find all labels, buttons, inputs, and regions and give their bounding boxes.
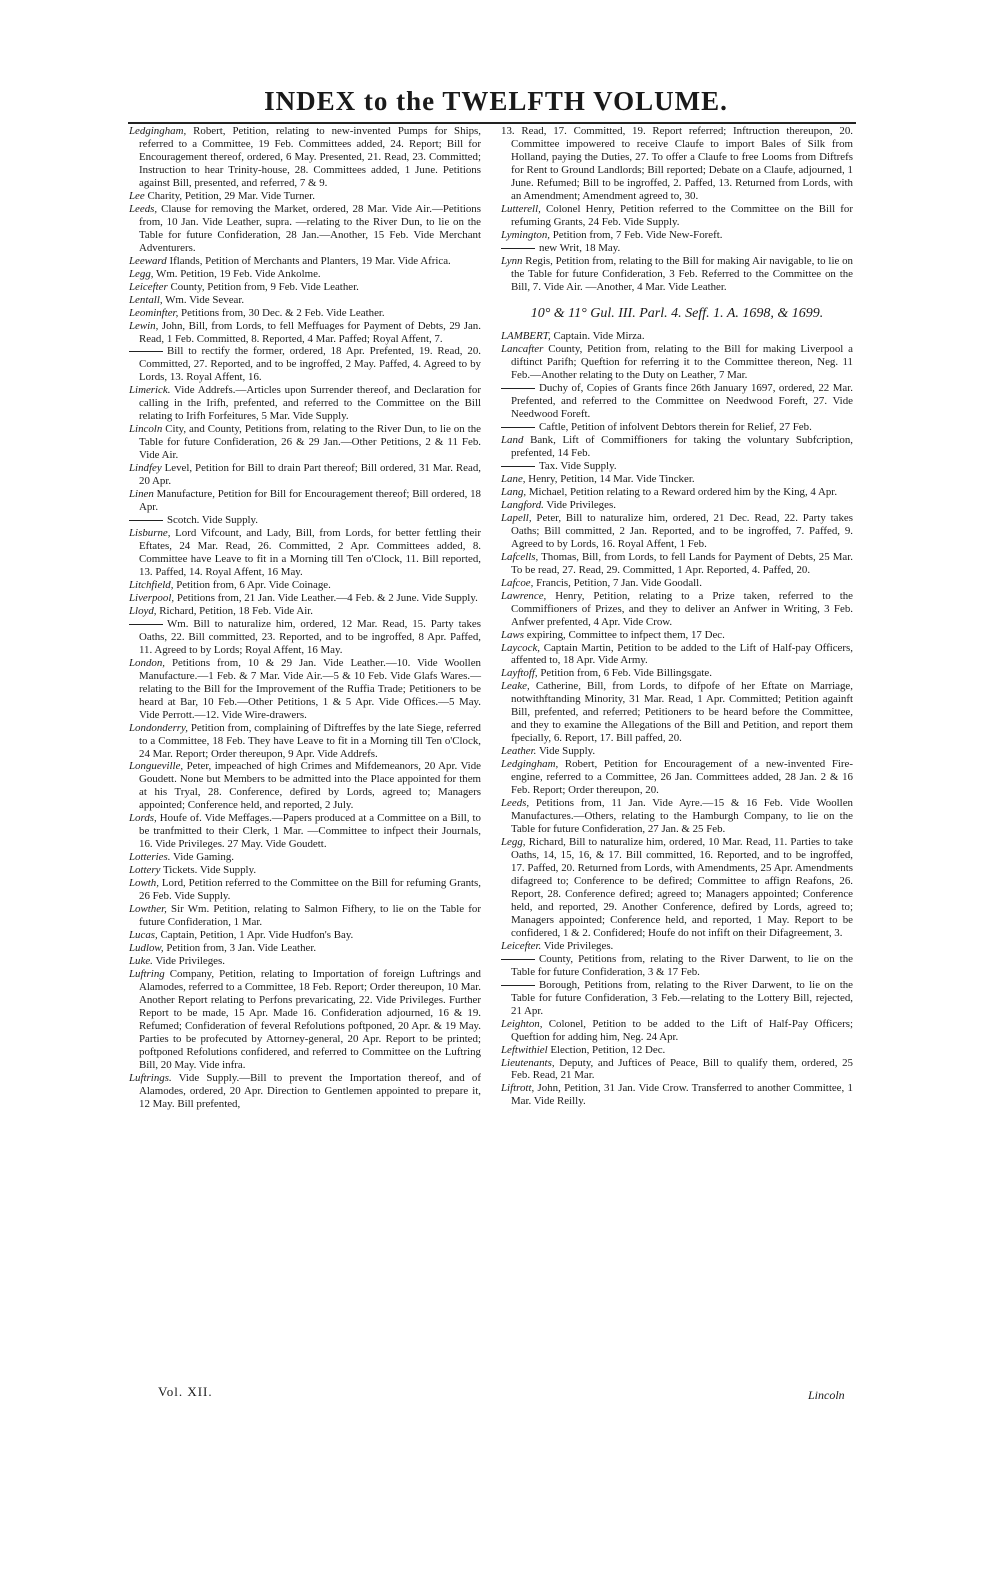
entry-text: City, and County, Petitions from, relating to the River Dun, to lie on the Table for future Confideration, 26 & 29 Jan.—Other Petitions, 2 & 11 Feb. Vide Air. — [139, 423, 481, 462]
index-entry — [129, 942, 481, 955]
entry-text: Scotch. Vide Supply. — [167, 514, 259, 527]
ditto-dash — [129, 624, 163, 625]
entry-text: Petitions from, 10 & 29 Jan. Vide Leather.—10. Vide Woollen Manufacture.—1 Feb. & 7 Mar. Vide Air.—5 & 10 Feb. Vide Glafs Wares.—relating to the Bill for the Improvement of the Ruffia Trade; Petitioners to be heard at Bar, 10 Feb.—Other Petitions, 1 & 5 Apr. Vide Offices.—5 May. Vide Perrott.—12. Vide Wire-drawers. — [139, 656, 481, 721]
index-entry — [129, 203, 481, 255]
index-entry — [129, 462, 481, 488]
entry-heading: Luftring — [129, 967, 165, 980]
entry-text: Tax. Vide Supply. — [539, 459, 617, 472]
index-entry — [501, 797, 853, 836]
index-entry — [129, 618, 481, 657]
right-column-bottom — [501, 330, 853, 1108]
left-column — [129, 125, 481, 1111]
right-column-top — [501, 125, 853, 294]
entry-heading: Leake, — [501, 680, 530, 693]
entry-text: Lord Vifcount, and Lady, Bill, from Lords, for better fettling their Eftates, 24 Mar. Read, 26. Committed, 2 Apr. Committees added, 8. Committee have Leave to fit in a Morning till Ten o'Clock, 11. Bill reported, 13. Paffed, 14. Royal Affent, 16 May. — [139, 527, 481, 578]
entry-text: Charity, Petition, 29 Mar. Vide Turner. — [147, 189, 316, 202]
catchword: Lincoln — [808, 1388, 845, 1402]
entry-text: Election, Petition, 12 Dec. — [550, 1043, 666, 1056]
entry-heading: Lotteries. — [129, 851, 171, 864]
entry-text: Petition from, 3 Jan. Vide Leather. — [166, 942, 317, 955]
entry-heading: Lang, — [501, 485, 527, 498]
entry-heading: Lawrence, — [501, 589, 547, 602]
index-entry — [129, 760, 481, 812]
entry-text: Vide Privileges. — [543, 939, 614, 952]
ditto-dash — [129, 520, 163, 521]
entry-text: Regis, Petition from, relating to the Bill for making Air navigable, to lie on the Table for future Confideration, 3 Feb. Referred to the Committee on the Bill, 7. Vide Air. —Another, 4 Mar. Vide Leather. — [511, 254, 853, 293]
entry-heading: Lafcoe, — [501, 576, 534, 589]
index-entry — [501, 486, 853, 499]
index-entry — [129, 955, 481, 968]
index-entry — [501, 629, 853, 642]
entry-heading: Lottery — [129, 864, 161, 877]
index-entry — [501, 125, 853, 203]
entry-text: Captain Martin, Petition to be added to the Lift of Half-pay Officers, affented to, 18 Apr. Vide Army. — [511, 641, 853, 667]
index-entry — [501, 940, 853, 953]
entry-heading: Lymington, — [501, 228, 550, 241]
index-entry — [501, 499, 853, 512]
index-entry — [501, 229, 853, 242]
entry-heading: Longueville, — [129, 760, 184, 773]
entry-text: Vide Privileges. — [546, 498, 616, 511]
index-entry — [501, 460, 853, 473]
index-entry — [501, 421, 853, 434]
entry-heading: Lisburne, — [129, 527, 171, 540]
entry-heading: LAMBERT, — [501, 330, 551, 343]
index-entry — [501, 577, 853, 590]
entry-text: new Writ, 18 May. — [539, 241, 621, 254]
entry-heading: Ledgingham, — [501, 758, 559, 771]
index-entry — [501, 642, 853, 668]
index-entry — [501, 745, 853, 758]
entry-text: Level, Petition for Bill to drain Part thereof; Bill ordered, 31 Mar. Read, 20 Apr. — [139, 462, 481, 488]
entry-text: Houfe of. Vide Meffages.—Papers produced at a Committee on a Bill, to be tranfmitted to their Clerk, 1 Mar. —Committee to infpect their Journals, 16. Vide Privileges. 27 May. Vide Goudett. — [139, 812, 481, 851]
index-entry — [501, 473, 853, 486]
entry-heading: Leicefter — [129, 280, 168, 293]
entry-text: Wm. Petition, 19 Feb. Vide Ankolme. — [156, 267, 321, 280]
index-entry — [129, 125, 481, 190]
entry-heading: Layftoff, — [501, 667, 538, 680]
index-entry — [501, 512, 853, 551]
entry-heading: Lords, — [129, 812, 157, 825]
entry-heading: Lucas, — [129, 929, 158, 942]
entry-heading: Lindfey — [129, 462, 162, 475]
index-entry — [129, 968, 481, 1072]
index-entry — [501, 758, 853, 797]
index-entry — [129, 320, 481, 346]
entry-heading: Lowth, — [129, 877, 159, 890]
entry-text: Manufacture, Petition for Bill for Encouragement thereof; Bill ordered, 18 Apr. — [139, 488, 481, 514]
index-entry — [501, 680, 853, 745]
entry-text: Petitions from, 11 Jan. Vide Ayre.—15 & 16 Feb. Vide Woollen Manufactures.—Others, relating to the Hamburgh Company, to lie on the Table for future Confideration, 27 Jan. & 25 Feb. — [511, 797, 853, 836]
entry-heading: Legg, — [501, 836, 526, 849]
entry-heading: Luftrings. — [129, 1071, 172, 1084]
index-entry — [129, 877, 481, 903]
ditto-dash — [501, 248, 535, 249]
index-entry — [501, 242, 853, 255]
entry-heading: Leeds, — [501, 797, 530, 810]
entry-text: Duchy of, Copies of Grants fince 26th January 1697, ordered, 22 Mar. Prefented, and referred to the Committee on Needwood Foreft, 27. Vide Needwood Foreft. — [511, 382, 853, 421]
entry-text: Iflands, Petition of Merchants and Planters, 19 Mar. Vide Africa. — [169, 254, 451, 267]
index-entry — [129, 864, 481, 877]
index-entry — [129, 929, 481, 942]
entry-text: Petition from, complaining of Diftreffes by the late Siege, referred to a Committee, 18 Feb. They have Leave to fit in a Morning till Ten o'Clock, 24 Mar. Report; Order thereupon, 9 Apr. Vide Addrefs. — [139, 721, 481, 760]
index-entry — [129, 722, 481, 761]
volume-label: Vol. XII. — [158, 1384, 213, 1399]
entry-text: County, Petition from, relating to the Bill for making Liverpool a diftinct Parifh; Queftion for referring it to the Committee thereon, Neg. 11 Feb.—Another relating to the Duty on Leather, 7 Mar. — [511, 343, 853, 382]
entry-text: Francis, Petition, 7 Jan. Vide Goodall. — [536, 576, 702, 589]
entry-heading: Leeward — [129, 254, 167, 267]
entry-text: John, Bill, from Lords, to fell Meffuages for Payment of Debts, 29 Jan. Read, 1 Feb. Committed, 8. Reported, 4 Mar. Paffed; Royal Affent, 7. — [139, 319, 481, 345]
entry-text: expiring, Committee to infpect them, 17 Dec. — [526, 628, 725, 641]
header-rule — [128, 122, 856, 124]
entry-text: Vide Supply.—Bill to prevent the Importation thereof, and of Alamodes, ordered, 20 Apr. Direction to Gentlemen appointed to prepare it, 12 May. Bill prefented, — [139, 1071, 481, 1110]
entry-text: Catherine, Bill, from Lords, to difpofe of her Eftate on Marriage, notwithftanding Minority, 31 Mar. Read, 1 Apr. Committed; Petition againft Bill, prefented, and referred; Petitioners to be heard before the Committee, and they to examine the Allegations of the Bill and Petition, and report them fpecially, 6. Report, 17. Bill paffed, 20. — [511, 680, 853, 745]
index-entry — [501, 330, 853, 343]
entry-heading: Leather. — [501, 745, 537, 758]
index-entry — [501, 1057, 853, 1083]
entry-text: Richard, Bill to naturalize him, ordered, 10 Mar. Read, 11. Parties to take Oaths, 14, 15, 16, & 17. Bill committed, 16. Reported, and to be ingroffed, 17. Paffed, 20. Returned from Lords, with Amendments, 25 Apr. Amendments difagreed to; Conference to be defired; Committee to affign Reafons, 26. Report, 28. Conference defired; agreed to; Managers appointed; Conference held, and reported, 29. Another Conference, defired by Lords, agreed to; Managers appointed; Conference held, and reported, 1 May. Report to be confidered, 1 & 2. Confidered; Houfe do not infift on their Difagreement, 3. — [511, 836, 853, 939]
entry-text: Vide Privileges. — [155, 955, 225, 967]
entry-text: Vide Addrefs.—Articles upon Surrender thereof, and Declaration for calling in the Irifh, prefented, and referred to the Committee on the Bill relating to Irifh Forfeitures, 5 Mar. Vide Supply. — [139, 384, 481, 423]
entry-text: Borough, Petitions from, relating to the River Darwent, to lie on the Table for future Confideration, 3 Feb.—relating to the Lottery Bill, rejected, 21 Apr. — [511, 978, 853, 1017]
entry-text: Bill to rectify the former, ordered, 18 Apr. Prefented, 19. Read, 20. Committed, 27. Reported, and to be ingroffed, 2 May. Paffed, 4. Agreed to by Lords, 13. Royal Affent, 16. — [139, 345, 481, 384]
entry-heading: Ledgingham, — [129, 125, 187, 137]
entry-heading: Lafcells, — [501, 550, 539, 563]
session-heading: 10° & 11° Gul. III. Parl. 4. Seff. 1. A. 1698, & 1699. — [530, 305, 824, 321]
index-entry — [501, 953, 853, 979]
entry-heading: Lewin, — [129, 319, 159, 332]
right-column — [501, 125, 853, 1108]
entry-heading: Lincoln — [129, 423, 163, 436]
entry-text: Tickets. Vide Supply. — [163, 864, 257, 877]
index-entry — [129, 527, 481, 579]
entry-text: Captain. Vide Mirza. — [553, 330, 645, 343]
entry-text: 13. Read, 17. Committed, 19. Report referred; Inftruction thereupon, 20. Committee impowered to receive Claufe to import Bales of Silk from Holland, paying the Duties, 27. To offer a Claufe to free Looms from Diftrefs for Rent to Ground Landlords; Bill reported; Debate on a Claufe, adjourned, 1 June. Refumed; Bill to be ingroffed, 2. Paffed, 13. Returned from Lords, with an Amendment; Amendment agreed to, 30. — [501, 125, 853, 202]
entry-heading: Leighton, — [501, 1017, 543, 1030]
entry-text: Captain, Petition, 1 Apr. Vide Hudfon's Bay. — [160, 929, 354, 942]
entry-heading: Limerick. — [129, 384, 171, 397]
index-entry — [501, 1044, 853, 1057]
entry-text: Richard, Petition, 18 Feb. Vide Air. — [159, 604, 313, 617]
index-entry — [501, 551, 853, 577]
entry-text: County, Petitions from, relating to the River Darwent, to lie on the Table for future Confideration, 3 & 17 Feb. — [511, 952, 853, 978]
index-entry — [501, 434, 853, 460]
index-entry — [501, 382, 853, 421]
page-title: INDEX to the TWELFTH VOLUME. — [264, 86, 728, 116]
entry-text: Petition from, 6 Feb. Vide Billingsgate. — [540, 667, 712, 680]
index-entry — [129, 1072, 481, 1111]
entry-text: Thomas, Bill, from Lords, to fell Lands for Payment of Debts, 25 Mar. To be read, 27. Read, 29. Committed, 1 Apr. Reported, 4. Paffed, 20. — [511, 550, 853, 576]
index-entry — [129, 268, 481, 281]
index-entry — [501, 203, 853, 229]
entry-text: Caftle, Petition of infolvent Debtors therein for Relief, 27 Feb. — [539, 421, 812, 434]
entry-text: Henry, Petition, relating to a Prize taken, referred to the Commiffioners of Prizes, and they to deliver an Anfwer in Writing, 3 Feb. Anfwer prefented, 4 Apr. Vide Crow. — [511, 589, 853, 628]
entry-heading: Leominfter, — [129, 306, 179, 319]
entry-heading: Linen — [129, 488, 154, 501]
index-entry — [501, 979, 853, 1018]
entry-heading: Lloyd, — [129, 604, 157, 617]
entry-text: Robert, Petition, relating to new-invented Pumps for Ships, referred to a Committee, 19 Feb. Committees added, 24. Report; Bill for Encouragement thereof, ordered, 6 May. Presented, 21. Read, 23. Committed; Instruction to hear Trinity-house, 28. Committees added, 1 June. Petitions against Bill, presented, and referred, 7 & 9. — [139, 125, 481, 189]
index-entry — [129, 281, 481, 294]
entry-text: Henry, Petition, 14 Mar. Vide Tincker. — [528, 472, 695, 485]
index-entry — [129, 488, 481, 514]
entry-heading: Langford. — [501, 498, 544, 511]
entry-heading: Lapell, — [501, 511, 532, 524]
entry-heading: Legg, — [129, 267, 154, 280]
entry-heading: Litchfield, — [129, 578, 174, 591]
ditto-dash — [501, 985, 535, 986]
index-entry — [501, 1082, 853, 1108]
entry-text: Petition from, 6 Apr. Vide Coinage. — [176, 578, 331, 591]
index-entry — [501, 590, 853, 629]
entry-text: Robert, Petition for Encouragement of a new-invented Fire-engine, referred to a Committee, 26 Jan. Committees added, 28 Jan. 2 & 16 Feb. Report; Order thereupon, 20. — [511, 758, 853, 797]
index-entry — [129, 812, 481, 851]
entry-text: Lord, Petition referred to the Committee on the Bill for refuming Grants, 26 Feb. Vide Supply. — [139, 877, 482, 903]
entry-heading: Leftwithiel — [501, 1043, 548, 1056]
index-entry — [501, 667, 853, 680]
entry-text: Vide Gaming. — [172, 851, 235, 864]
index-entry — [129, 384, 481, 423]
entry-heading: Lynn — [501, 254, 523, 267]
entry-heading: London, — [129, 656, 166, 669]
entry-text: Colonel, Petition to be added to the Lift of Half-Pay Officers; Queftion for adding him, Neg. 24 Apr. — [511, 1017, 853, 1043]
index-entry — [129, 657, 481, 722]
index-entry — [129, 190, 481, 203]
index-entry — [129, 255, 481, 268]
entry-text: Michael, Petition relating to a Reward ordered him by the King, 4 Apr. — [528, 485, 838, 498]
entry-text: Petitions from, 30 Dec. & 2 Feb. Vide Leather. — [181, 306, 385, 319]
index-entry — [129, 423, 481, 462]
index-entry — [501, 255, 853, 294]
index-entry — [129, 605, 481, 618]
entry-heading: Liverpool, — [129, 591, 175, 604]
index-entry — [129, 307, 481, 320]
index-entry — [501, 1018, 853, 1044]
entry-heading: Lancafter — [501, 343, 544, 356]
entry-text: Colonel Henry, Petition referred to the Committee on the Bill for refuming Grants, 24 Feb. Vide Supply. — [511, 202, 853, 228]
ditto-dash — [129, 351, 163, 352]
entry-heading: Luke. — [129, 955, 153, 967]
entry-heading: Lutterell, — [501, 202, 541, 215]
index-entry — [129, 345, 481, 384]
entry-heading: Lee — [129, 189, 145, 202]
index-entry — [129, 851, 481, 864]
entry-text: County, Petition from, 9 Feb. Vide Leather. — [170, 280, 359, 293]
index-entry — [129, 903, 481, 929]
entry-text: Bank, Lift of Commiffioners for taking the voluntary Subfcription, prefented, 14 Feb. — [511, 434, 853, 459]
entry-heading: Lieutenants, — [501, 1056, 555, 1069]
index-entry — [501, 836, 853, 940]
entry-heading: Ludlow, — [129, 942, 164, 955]
entry-heading: Liftrott, — [501, 1082, 535, 1095]
entry-text: Petition from, 7 Feb. Vide New-Foreft. — [552, 228, 723, 241]
entry-heading: Lowther, — [129, 903, 167, 916]
entry-text: John, Petition, 31 Jan. Vide Crow. Transferred to another Committee, 1 Mar. Vide Reilly. — [511, 1082, 853, 1108]
entry-text: Peter, Bill to naturalize him, ordered, 21 Dec. Read, 22. Party takes Oaths; Bill committed, 2 Jan. Reported, and to be ingroffed, 7. Paffed, 9. Agreed to by Lords, 16. Royal Affent, 1 Feb. — [511, 511, 853, 550]
entry-text: Peter, impeached of high Crimes and Mifdemeanors, 20 Apr. Vide Goudett. None but Members to be admitted into the Place appointed for them at his Tryal, 28. Conference, defired by Lords, agreed to; Managers appointed; Conference held, and reported, 2 July. — [139, 760, 481, 812]
index-entry — [129, 592, 481, 605]
index-entry — [129, 514, 481, 527]
entry-text: Petitions from, 21 Jan. Vide Leather.—4 Feb. & 2 June. Vide Supply. — [176, 591, 478, 604]
entry-text: Wm. Bill to naturalize him, ordered, 12 Mar. Read, 15. Party takes Oaths, 22. Bill committed, 23. Reported, and to be ingroffed, 8 Apr. Paffed, 11. Agreed to by Lords; Royal Affent, 16 May. — [139, 617, 481, 656]
entry-text: Sir Wm. Petition, relating to Salmon Fifhery, to lie on the Table for future Confideration, 1 Mar. — [139, 903, 481, 929]
entry-heading: Leicefter. — [501, 939, 542, 952]
entry-heading: Lane, — [501, 472, 526, 485]
entry-heading: Londonderry, — [129, 721, 188, 734]
index-entry — [129, 579, 481, 592]
ditto-dash — [501, 388, 535, 389]
entry-heading: Leeds, — [129, 202, 158, 215]
entry-text: Vide Supply. — [538, 745, 596, 758]
index-entry — [129, 294, 481, 307]
entry-text: Company, Petition, relating to Importation of foreign Luftrings and Alamodes, referred to a Committee, 18 Feb. Report; Order thereupon, 10 Mar. Another Report relating to Perfons prevaricating, 22. Vide Privileges. Further Report to be made, 15 Apr. Made 16. Confideration adjourned, 16 & 19. Refumed; Confideration of feveral Refolutions poftponed, 20 Apr. & 19 May. Parties to be profecuted by Attorney-general, 20 Apr. Report to be printed; poftponed Refolutions confidered, and referred to Committee on the Luftring Bill, 20 May. Vide infra. — [139, 967, 481, 1071]
entry-heading: Lentall, — [129, 293, 163, 306]
entry-heading: Laws — [501, 628, 525, 641]
entry-text: Clause for removing the Market, ordered, 28 Mar. Vide Air.—Petitions from, 10 Jan. Vide Leather, supra. —relating to the River Dun, to lie on the Table for future Confideration, 28 Jan.—Another, 15 Feb. Vide Merchant Adventurers. — [139, 202, 481, 254]
entry-text: Deputy, and Juftices of Peace, Bill to qualify them, ordered, 25 Feb. Read, 21 Mar. — [511, 1056, 853, 1082]
entry-heading: Land — [501, 434, 524, 446]
ditto-dash — [501, 959, 535, 960]
entry-heading: Laycock, — [501, 641, 541, 654]
ditto-dash — [501, 466, 535, 467]
index-entry — [501, 343, 853, 382]
entry-text: Wm. Vide Sevear. — [165, 293, 245, 306]
ditto-dash — [501, 427, 535, 428]
